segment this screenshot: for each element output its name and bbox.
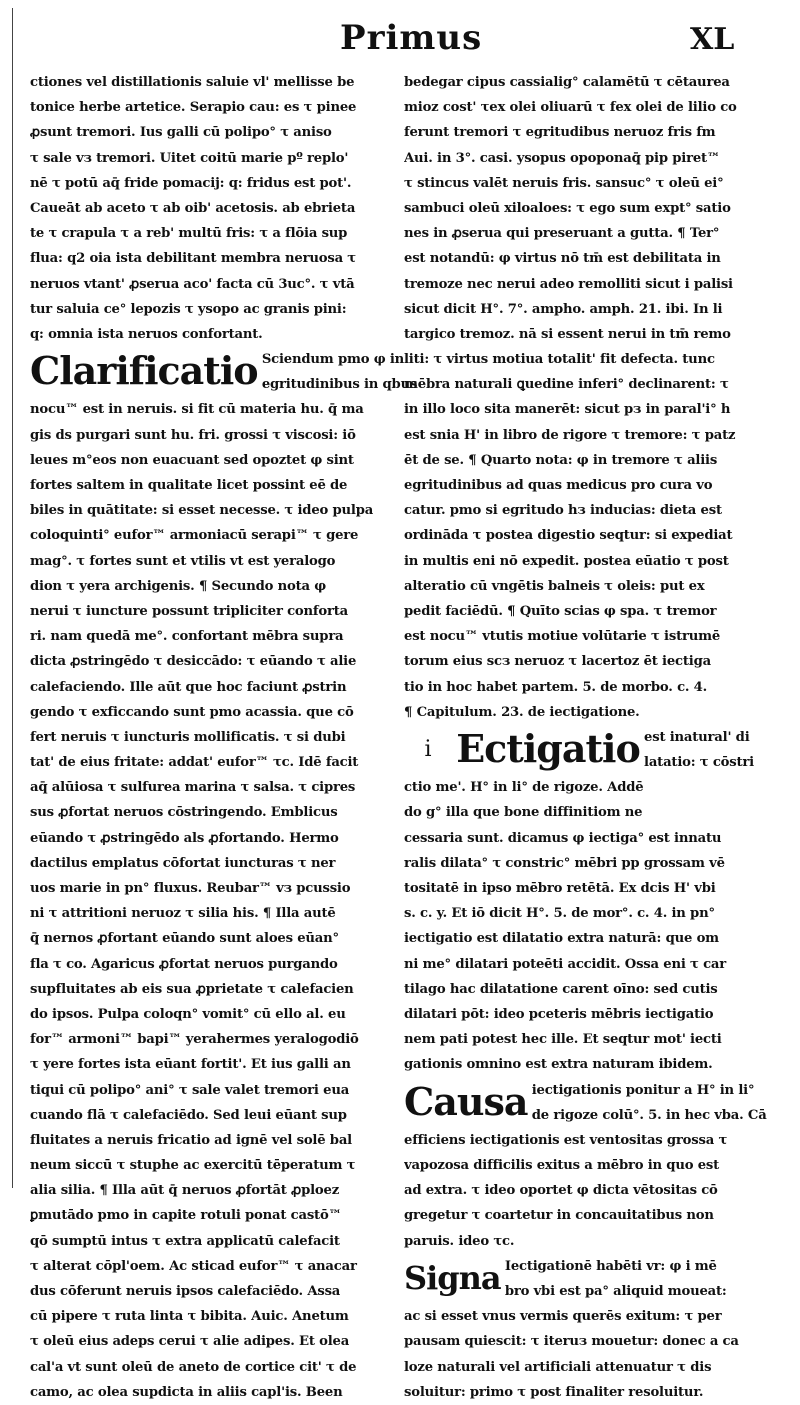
text-line: egritudinibus in qbus: [261, 377, 418, 393]
text-line: tremoze nec nerui adeo remolliti sicut i palisi: [404, 276, 733, 292]
text-line: mag°. τ fortes sunt et vtilis vt est yeralogo: [30, 553, 336, 569]
text-line: supfluitates ab eis sua ꝓprietate τ calefacien: [30, 981, 354, 997]
text-line: τ sale vз tremori. Uitet coitū marie pº replo': [30, 150, 349, 166]
text-line: tonice herbe artetice. Serapio cau: es τ pinee: [30, 100, 357, 116]
folio-number: XL: [690, 22, 735, 57]
right-text-block-1: [404, 70, 772, 725]
text-line: gationis omnino est extra naturam ibidem.: [404, 1057, 713, 1073]
text-line: ferunt tremori τ egritudibus neruoz fris fm: [404, 125, 716, 141]
section-heading-signa: [404, 1254, 772, 1304]
text-line: ordināda τ postea digestio seqtur: si expediat: [404, 528, 733, 544]
text-line: soluitur: primo τ post finaliter resoluitur.: [404, 1384, 704, 1400]
text-line: mēbra naturali ꝗuedine inferi° declinarent: τ: [404, 377, 729, 393]
rubric-side-lines: [644, 725, 754, 775]
text-line: pausam quiescit: τ iteruз mouetur: donec a ca: [404, 1334, 739, 1350]
left-column: [30, 70, 418, 1405]
text-line: dicta ꝓstringēdo τ desiccādo: τ eūando τ alie: [30, 654, 357, 670]
text-line: dactilus emplatus cōfortat iuncturas τ ner: [30, 855, 336, 871]
text-line: camo, ac olea supdicta in aliis capl'is. Been: [30, 1384, 343, 1400]
left-text-block-2: [30, 397, 398, 1405]
text-line: s. c. y. Et iō dicit H°. 5. de mor°. c. 4. in pn°: [404, 906, 715, 922]
text-line: τ oleū eius adeps cerui τ alie adipes. Et olea: [30, 1334, 350, 1350]
text-line: aq̄ alūiosa τ sulfurea marina τ salsa. τ cipres: [30, 780, 356, 796]
text-line: Aui. in 3°. casi. ysopus opoponaq̄ pip piret™: [404, 150, 720, 166]
text-line: cessaria sunt. dicamus φ iectiga° est innatu: [404, 830, 722, 846]
text-line: nerui τ iuncture possunt tripliciter conforta: [30, 603, 348, 619]
text-line: calefaciendo. Ille aūt que hoc faciunt ꝓstrin: [30, 679, 347, 695]
text-line: sambuci oleū xiloaloes: τ ego sum expt° satio: [404, 200, 731, 216]
right-text-block-3: [404, 1128, 772, 1254]
section-heading-iectigatio: [404, 725, 772, 775]
text-line: dus cōferunt neruis ipsos calefaciēdo. Assa: [30, 1284, 341, 1300]
text-line: ꝑmutādo pmo in capite rotuli ponat castō™: [30, 1208, 342, 1224]
text-line: coloquinti° eufor™ armoniacū serapi™ τ gere: [30, 528, 359, 544]
text-line: est inatural' di: [644, 729, 750, 745]
text-line: nocu™ est in neruis. si fit cū materia hu. q̄ ma: [30, 402, 364, 418]
text-line: biles in quātitate: si esset necesse. τ ideo pulpa: [30, 503, 374, 519]
text-line: mioz cost' τex olei oliuarū τ fex olei de lilio co: [404, 100, 737, 116]
text-line: bedegar cipus cassialig° calamētū τ cētaurea: [404, 75, 730, 90]
text-line: do ipsos. Pulpa colo​qn° vomit° cū ello al. eu: [30, 1006, 346, 1022]
text-line: ꝓsunt tremori. Ius galli cū polipo° τ aniso: [30, 125, 332, 141]
text-line: sicut dicit H°. 7°. ampho. amph. 21. ibi. In li: [404, 301, 723, 317]
text-line: cal'a vt sunt oleū de aneto de cortice cit' τ de: [30, 1359, 357, 1375]
text-line: τ stincus valēt neruis fris. sansuc° τ oleū ei°: [404, 175, 724, 191]
right-text-block-4: [404, 1304, 772, 1405]
rubric-signa: Signa: [404, 1258, 501, 1297]
rubric-side-lines: [262, 347, 417, 397]
text-line: sus ꝓfortat neruos cōstringendo. Emblicus: [30, 805, 338, 821]
section-heading-clarificatio: [30, 347, 418, 397]
text-line: gis ds purgari sunt hu. fri. grossi τ viscosi: iō: [30, 427, 356, 443]
text-line: cuando flā τ calefaciēdo. Sed leui eūant sup: [30, 1107, 347, 1123]
text-line: neruos vtant' ꝓserua aco' facta cū 3uc°. τ vtā: [30, 276, 355, 292]
text-line: est nocu™ vtutis motiue volūtarie τ istrumē: [404, 629, 721, 645]
text-line: ¶ Capitulum. 23. de iectigatione.: [404, 704, 640, 720]
text-line: ri. nam quedā me°. confortant mēbra supra: [30, 629, 344, 645]
text-line: tio in hoc habet partem. 5. de morbo. c. 4.: [404, 679, 708, 695]
text-line: ralis dilata° τ constric° mēbri pp grossam vē: [404, 855, 725, 871]
text-line: ctiones vel distillationis saluie vl' mellisse be: [30, 75, 355, 90]
text-line: cū pipere τ ruta linta τ bibita. Auic. Anetum: [30, 1309, 349, 1325]
rubric-side-lines: [505, 1254, 727, 1304]
text-line: torum eius scз neruoz τ lacertoz ēt iectiga: [404, 654, 711, 670]
text-line: nes in ꝓserua qui preseruant a gutta. ¶ Ter°: [404, 226, 720, 242]
text-line: pedit faciēdū. ¶ Quīto scias φ spa. τ tremor: [404, 603, 717, 619]
text-line: alia silia. ¶ Illa aūt q̄ neruos ꝓfortāt ꝓploez: [30, 1183, 340, 1199]
text-line: ctio me'. H° in li° de rigoze. Addē: [404, 780, 644, 796]
text-line: est snia H' in libro de rigore τ tremore: τ patz: [404, 427, 736, 443]
section-heading-causa: [404, 1078, 772, 1128]
text-line: τ yere fortes ista eūant fortit'. Et ius galli an: [30, 1057, 351, 1073]
text-line: catur. pmo si egritudo hз inducias: dieta est: [404, 503, 722, 519]
text-line: ac si esset vnus vermis querēs exitum: τ per: [404, 1309, 722, 1325]
running-title: Primus: [340, 18, 483, 58]
text-line: flua: q2 oia ista debilitant membra neruosa τ: [30, 251, 356, 267]
text-line: nē τ potū aq̄ fride pomacij: q: fridus est pot'.: [30, 175, 352, 191]
text-line: fla τ co. Agaricus ꝓfortat neruos purgando: [30, 956, 338, 972]
text-line: q: omnia ista neruos confortant.: [30, 326, 263, 342]
page-edge: [12, 8, 13, 1188]
text-line: do g° illa que bone diffinitiom ne: [404, 805, 643, 821]
right-text-block-2: [404, 775, 772, 1077]
text-line: egritudinibus ad quas medicus pro cura vo: [404, 478, 713, 493]
text-line: ni me° dilatari poteēti accidit. Ossa eni τ car: [404, 956, 727, 972]
text-line: bro vbi est pa° aliquid moueat:: [504, 1284, 727, 1300]
text-line: in multis eni nō expedit. postea eūatio τ post: [404, 553, 729, 569]
rubric-clarificatio: Clarificatio: [30, 348, 258, 394]
text-line: dion τ yera archigenis. ¶ Secundo nota φ: [30, 578, 326, 594]
rubric-causa: Causa: [404, 1078, 528, 1124]
text-line: vapozosa difficilis exitus a mēbro in quo est: [404, 1158, 720, 1174]
text-line: for™ armoni™ bapi™ yerahermes yeralogodiō: [30, 1032, 359, 1048]
text-line: tiqui cū polipo° ani° τ sale valet tremori eua: [30, 1082, 350, 1098]
text-line: est notandū: φ virtus nō tm̄ est debilitata in: [404, 251, 721, 267]
left-text-block-1: [30, 70, 398, 347]
text-line: ni τ attritioni neruoz τ silia his. ¶ Illa autē: [30, 906, 336, 922]
text-line: leues m°eos non euacuant sed opoztet φ sint: [30, 452, 354, 468]
text-line: dilatari pōt: ideo pceteris mēbris iectigatio: [404, 1006, 714, 1022]
running-head: [0, 14, 800, 64]
text-line: paruis. ideo τc.: [404, 1233, 515, 1249]
text-line: tositatē in ipso mēbro retētā. Ex dcis H' vbi: [404, 881, 716, 897]
text-line: τ alterat cōpl'oem. Ac sticad eufor™ τ anacar: [30, 1258, 357, 1274]
text-line: iectigationis ponitur a H° in li°: [531, 1082, 755, 1098]
rubric-side-lines: [532, 1078, 767, 1128]
text-line: qō sumptū intus τ extra applicatū calefacit: [30, 1233, 340, 1249]
text-line: Iectigationē habēti vr: φ i mē: [504, 1258, 717, 1274]
text-line: liti: τ virtus motiua totalit' fit defecta. tunc: [404, 352, 715, 368]
initial-letter: i: [424, 736, 432, 762]
text-line: eūando τ ꝓstringēdo als ꝓfortando. Hermo: [30, 830, 339, 846]
text-line: tur saluia ce° lepozis τ ysopo ac granis pini:: [30, 301, 347, 317]
text-line: loze naturali vel artificiali attenuatur τ dis: [404, 1359, 712, 1375]
text-line: uos marie in pn° fluxus. Reubar™ vз pcussio: [30, 881, 351, 897]
text-line: te τ crapula τ a reb' multū fris: τ a flōia sup: [30, 226, 348, 242]
rubric-ectigatio: Ectigatio: [456, 725, 640, 771]
text-line: gregetur τ coartetur in concauitatibus non: [404, 1208, 714, 1224]
text-line: latatio: τ cōstri: [644, 755, 754, 771]
text-line: Caueāt ab aceto τ ab oib' acetosis. ab ebrieta: [30, 200, 356, 216]
text-line: tilago hac dilatatione carent oīno: sed cutis: [404, 981, 718, 997]
text-line: targico tremoz. nā si essent nerui in tm̄ remo: [404, 326, 731, 342]
text-line: in illo loco sita manerēt: sicut pз in paral'i° h: [404, 402, 731, 418]
text-line: nem pati potest hec ille. Et seqtur mot' iecti: [404, 1032, 722, 1048]
text-line: ēt de se. ¶ Quarto nota: φ in tremore τ aliis: [404, 452, 718, 468]
text-line: fert neruis τ iuncturis mollificatis. τ si dubi: [30, 729, 346, 745]
text-line: gendo τ exficcando sunt pmo acassia. que cō: [30, 704, 354, 720]
text-line: ad extra. τ ideo oportet φ dicta vētositas cō: [404, 1183, 718, 1199]
text-line: neum siccū τ stuphe ac exercitū tēperatum τ: [30, 1158, 356, 1174]
text-line: de rigoze colū°. 5. in hec vba. Cā: [531, 1107, 767, 1123]
text-line: fortes saltem in qualitate licet possint eē de: [30, 478, 348, 494]
text-line: Sciendum pmo φ in: [261, 352, 405, 368]
text-line: iectigatio est dilatatio extra naturā: que om: [404, 931, 719, 947]
text-line: fluitates a neruis fricatio ad ignē vel solē bal: [30, 1132, 352, 1148]
text-line: q̄ nernos ꝓfortant eūando sunt aloes eūan°: [30, 931, 339, 947]
right-column: [404, 70, 772, 1405]
text-line: alteratio cū vngētis balneis τ oleis: put ex: [404, 578, 705, 594]
text-line: tat' de eius fritate: addat' eufor™ τc. Idē facit: [30, 755, 359, 771]
text-line: efficiens iectigationis est ventositas grossa τ: [404, 1132, 728, 1148]
